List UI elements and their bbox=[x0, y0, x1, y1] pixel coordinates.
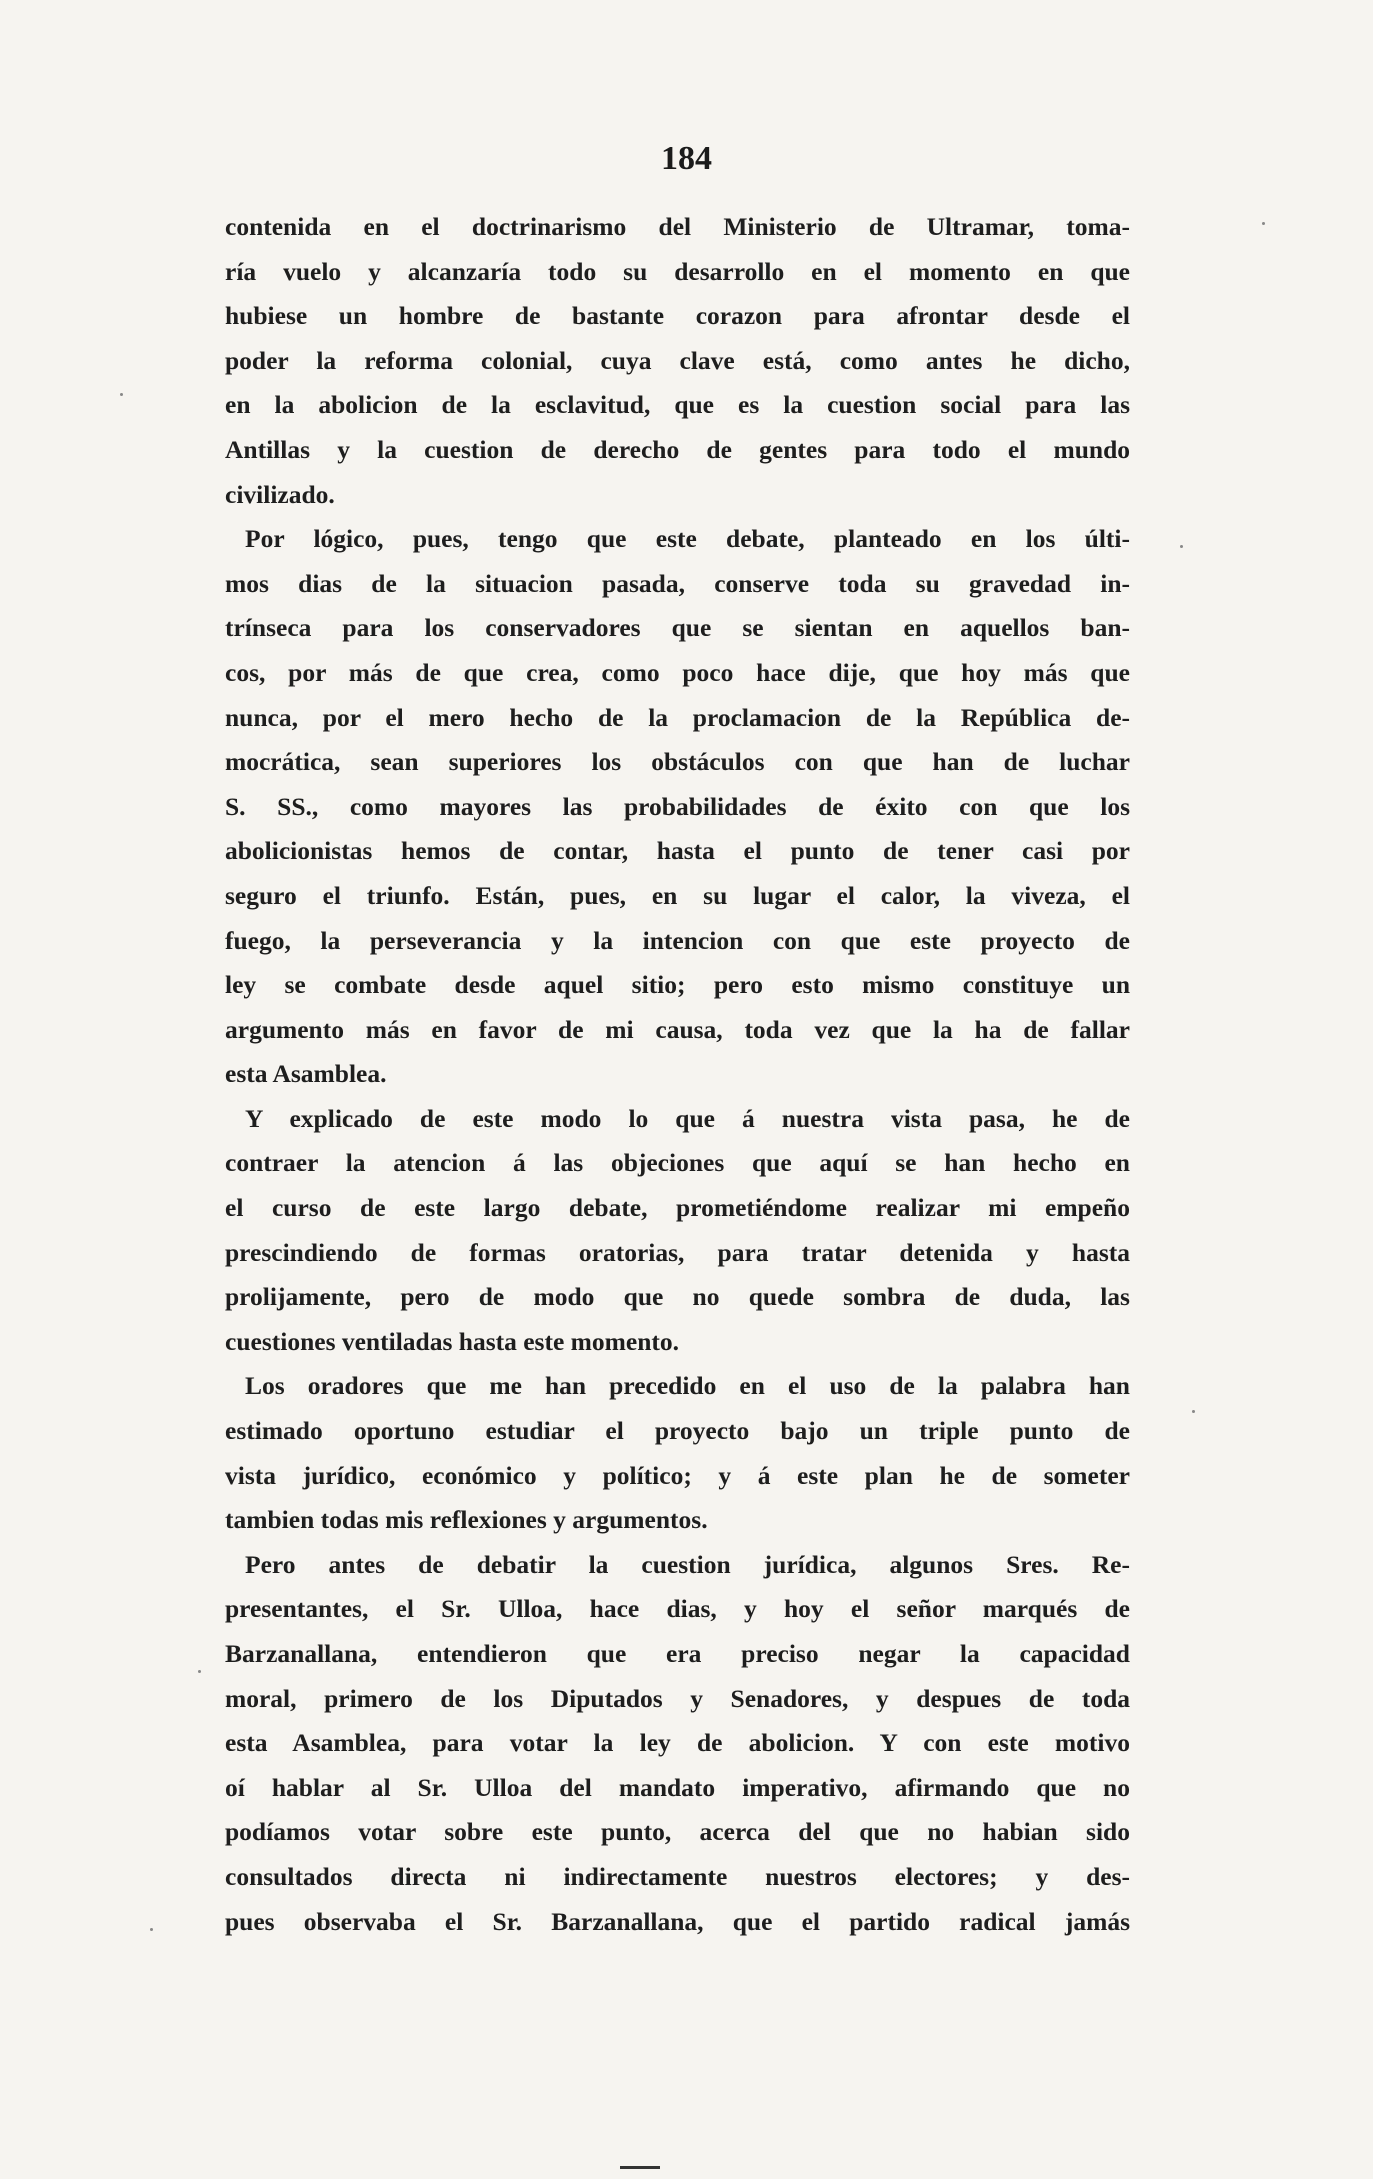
text-line: en la abolicion de la esclavitud, que es la cuestion social para las bbox=[225, 390, 1130, 420]
text-line: oí hablar al Sr. Ulloa del mandato imperativo, afirmando que no bbox=[225, 1772, 1130, 1802]
text-line: Barzanallana, entendieron que era preciso negar la capacidad bbox=[225, 1639, 1130, 1668]
text-line: contenida en el doctrinarismo del Ministerio de Ultramar, toma- bbox=[225, 212, 1130, 241]
paper-speck bbox=[1262, 222, 1265, 225]
text-line: prolijamente, pero de modo que no quede sombra de duda, las bbox=[225, 1282, 1130, 1312]
text-line: abolicionistas hemos de contar, hasta el punto de tener casi por bbox=[225, 836, 1130, 866]
text-line: Antillas y la cuestion de derecho de gentes para todo el mundo bbox=[225, 434, 1130, 464]
text-line: esta Asamblea. bbox=[225, 1059, 387, 1089]
text-line: contraer la atencion á las objeciones que aquí se han hecho en bbox=[225, 1148, 1130, 1178]
paper-speck bbox=[1192, 1410, 1195, 1413]
text-line: nunca, por el mero hecho de la proclamacion de la República de- bbox=[225, 702, 1130, 732]
text-line: argumento más en favor de mi causa, toda vez que la ha de fallar bbox=[225, 1014, 1130, 1044]
text-line: el curso de este largo debate, prometiéndome realizar mi empeño bbox=[225, 1193, 1130, 1223]
text-line: ría vuelo y alcanzaría todo su desarrollo en el momento en que bbox=[225, 256, 1130, 286]
text-line: cuestiones ventiladas hasta este momento. bbox=[225, 1326, 680, 1356]
text-line: mocrática, sean superiores los obstáculos con que han de luchar bbox=[225, 747, 1130, 777]
text-line: S. SS., como mayores las probabilidades de éxito con que los bbox=[225, 791, 1130, 821]
text-line: seguro el triunfo. Están, pues, en su lugar el calor, la viveza, el bbox=[225, 880, 1130, 910]
text-line: vista jurídico, económico y político; y á este plan he de someter bbox=[225, 1460, 1130, 1490]
text-line: podíamos votar sobre este punto, acerca del que no habian sido bbox=[225, 1817, 1130, 1847]
text-line: hubiese un hombre de bastante corazon para afrontar desde el bbox=[225, 301, 1130, 331]
text-line: prescindiendo de formas oratorias, para tratar detenida y hasta bbox=[225, 1237, 1130, 1267]
text-line: poder la reforma colonial, cuya clave está, como antes he dicho, bbox=[225, 345, 1130, 375]
text-line: cos, por más de que crea, como poco hace dije, que hoy más que bbox=[225, 657, 1130, 687]
text-line: presentantes, el Sr. Ulloa, hace dias, y hoy el señor marqués de bbox=[225, 1594, 1130, 1624]
paper-speck bbox=[198, 1670, 201, 1673]
text-line: Pero antes de debatir la cuestion jurídica, algunos Sres. Re- bbox=[245, 1549, 1130, 1579]
paper-speck bbox=[1180, 545, 1183, 548]
text-line: ley se combate desde aquel sitio; pero esto mismo constituye un bbox=[225, 970, 1130, 1000]
text-line: trínseca para los conservadores que se sientan en aquellos ban- bbox=[225, 613, 1130, 643]
text-line: tambien todas mis reflexiones y argumentos. bbox=[225, 1505, 708, 1535]
text-line: Y explicado de este modo lo que á nuestra vista pasa, he de bbox=[245, 1103, 1130, 1133]
text-line: pues observaba el Sr. Barzanallana, que el partido radical jamás bbox=[225, 1906, 1130, 1936]
text-line: moral, primero de los Diputados y Senadores, y despues de toda bbox=[225, 1683, 1130, 1713]
body-text bbox=[225, 205, 1130, 1944]
text-line: estimado oportuno estudiar el proyecto bajo un triple punto de bbox=[225, 1416, 1130, 1446]
text-line: mos dias de la situacion pasada, conserve toda su gravedad in- bbox=[225, 568, 1130, 598]
text-line: Por lógico, pues, tengo que este debate, planteado en los últi- bbox=[245, 524, 1130, 554]
paper-speck bbox=[150, 1928, 153, 1931]
text-line: Los oradores que me han precedido en el uso de la palabra han bbox=[245, 1371, 1130, 1401]
page-number: 184 bbox=[661, 140, 712, 177]
text-line: consultados directa ni indirectamente nuestros electores; y des- bbox=[225, 1861, 1130, 1891]
text-line: esta Asamblea, para votar la ley de abolicion. Y con este motivo bbox=[225, 1728, 1130, 1758]
bottom-rule bbox=[620, 2166, 660, 2169]
text-line: fuego, la perseverancia y la intencion con que este proyecto de bbox=[225, 925, 1130, 955]
paper-speck bbox=[120, 393, 123, 396]
text-line: civilizado. bbox=[225, 479, 335, 509]
